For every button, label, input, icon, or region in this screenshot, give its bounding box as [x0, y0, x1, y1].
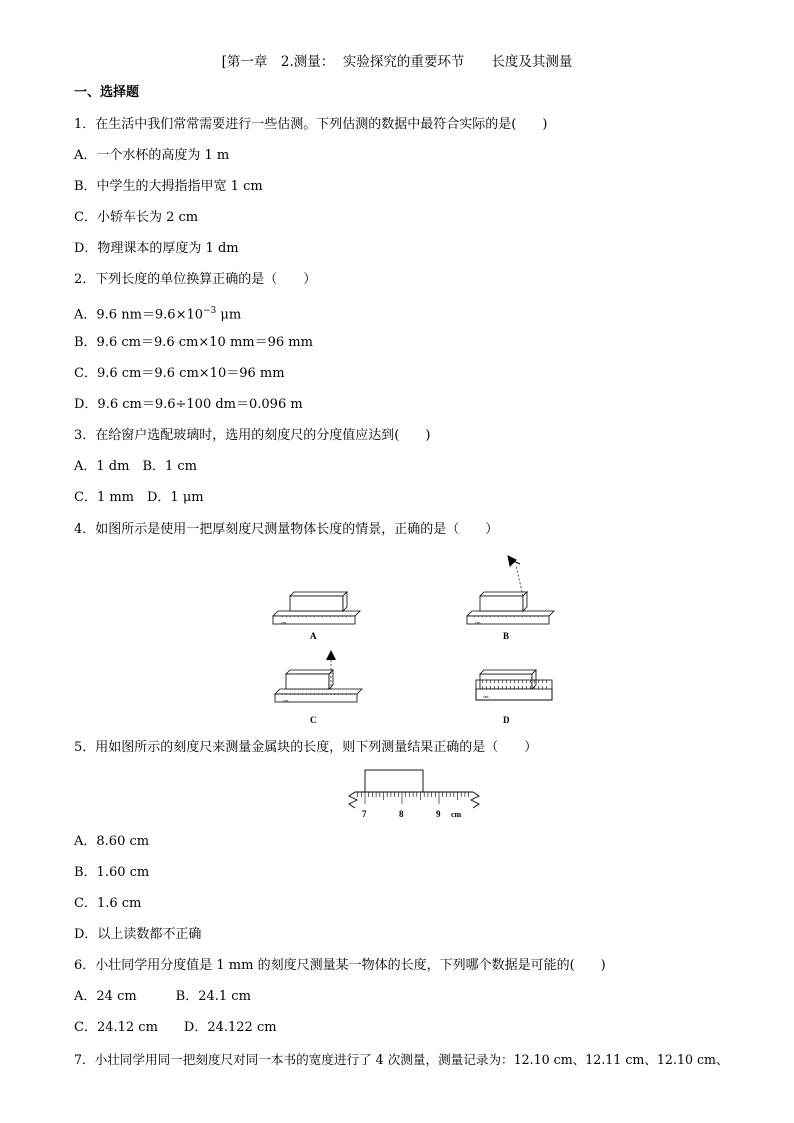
panel-a-label: A	[310, 631, 317, 641]
panel-b-ruler-unit: cm	[475, 620, 481, 625]
question-2-option-d: D．9.6 cm＝9.6÷100 dm＝0.096 m	[74, 397, 303, 412]
question-2-option-c: C．9.6 cm＝9.6 cm×10＝96 mm	[74, 366, 285, 381]
ruler-ticks	[358, 792, 469, 804]
question-6-stem: 6．小壮同学用分度值是 1 mm 的刻度尺测量某一物体的长度，下列哪个数据是可能的( )	[74, 958, 606, 973]
question-3-options-ab: A．1 dm B．1 cm	[74, 459, 198, 474]
panel-b-sight-line	[516, 566, 523, 596]
panel-d-label: D	[503, 715, 510, 725]
panel-c-ruler-unit: cm	[283, 698, 289, 703]
question-7-stem: 7．小壮同学用同一把刻度尺对同一本书的宽度进行了 4 次测量，测量记录为：12.10 cm、12.11 cm、12.10 cm、	[74, 1052, 729, 1067]
panel-a	[273, 592, 360, 641]
question-2-option-a	[74, 303, 241, 323]
question-1-option-c: C．小轿车长为 2 cm	[74, 210, 199, 225]
question-5-option-d: D．以上读数都不正确	[74, 927, 202, 942]
question-3-stem: 3．在给窗户选配玻璃时，选用的刻度尺的分度值应达到( )	[74, 428, 431, 443]
question-1-option-d: D．物理课本的厚度为 1 dm	[74, 241, 239, 256]
panel-b-label: B	[503, 631, 510, 641]
metal-block	[365, 770, 423, 792]
question-4-stem: 4．如图所示是使用一把厚刻度尺测量物体长度的情景，正确的是（ ）	[74, 522, 499, 537]
tick-label-8: 8	[399, 809, 404, 819]
panel-b-eye-icon	[508, 556, 520, 566]
panel-c-label: C	[310, 715, 317, 725]
page-title: [第一章 2.测量： 实验探究的重要环节 长度及其测量	[221, 54, 573, 70]
question-6-options-ab: A．24 cm B．24.1 cm	[74, 989, 251, 1004]
panel-d-ruler-unit: cm	[483, 694, 489, 699]
panel-c-eye-icon	[326, 650, 336, 660]
question-1-option-b: B．中学生的大拇指指甲宽 1 cm	[74, 179, 263, 194]
panel-c	[275, 650, 362, 725]
tick-label-7: 7	[362, 809, 367, 819]
option-a-exponent: −3	[203, 306, 217, 316]
question-5-stem: 5．用如图所示的刻度尺来测量金属块的长度，则下列测量结果正确的是（ ）	[74, 740, 538, 755]
question-1-stem: 1．在生活中我们常常需要进行一些估测。下列估测的数据中最符合实际的是( )	[74, 117, 548, 132]
panel-d	[476, 670, 552, 725]
tick-label-9: 9	[436, 809, 441, 819]
question-5-option-c: C．1.6 cm	[74, 896, 142, 911]
question-1-option-a: A．一个水杯的高度为 1 m	[74, 148, 230, 163]
question-2-option-b: B．9.6 cm＝9.6 cm×10 mm＝96 mm	[74, 335, 313, 350]
option-a-base: A．9.6 nm＝9.6×10	[74, 307, 204, 323]
section-heading: 一、选择题	[74, 85, 140, 100]
option-a-unit: μm	[216, 307, 242, 323]
question-4-figure	[270, 548, 570, 730]
question-3-options-cd: C．1 mm D．1 μm	[74, 490, 204, 505]
question-5-option-a: A．8.60 cm	[74, 834, 150, 849]
panel-b	[467, 556, 554, 641]
panel-a-ruler-unit: cm	[281, 620, 287, 625]
question-2-stem: 2．下列长度的单位换算正确的是（ ）	[74, 272, 317, 287]
ruler-unit-label: cm	[451, 810, 462, 819]
question-6-options-cd: C．24.12 cm D．24.122 cm	[74, 1020, 277, 1035]
question-5-ruler-figure	[343, 766, 483, 822]
question-5-option-b: B．1.60 cm	[74, 865, 150, 880]
